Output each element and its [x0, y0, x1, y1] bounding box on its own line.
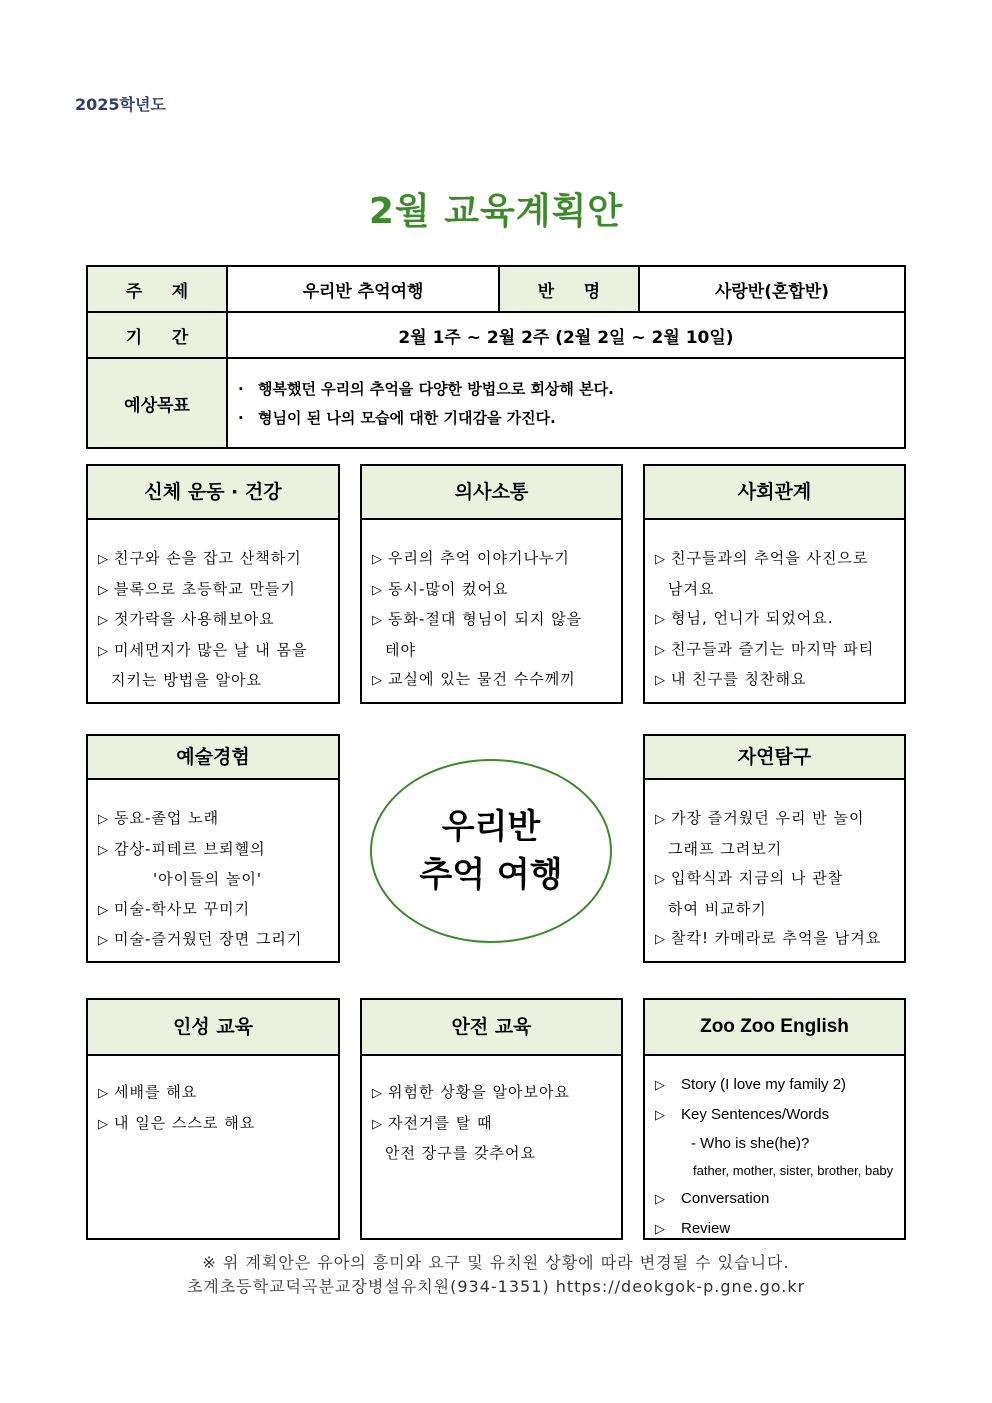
list-item-continued: - Who is she(he)? — [691, 1135, 810, 1152]
period-value: 2월 1주 ~ 2월 2주 (2월 2일 ~ 2월 10일) — [227, 312, 905, 358]
triangle-icon: ▷ — [372, 552, 383, 567]
area-title: 안전 교육 — [362, 1000, 621, 1056]
list-item-continued: 남겨요 — [668, 579, 715, 598]
triangle-icon: ▷ — [98, 902, 109, 918]
area-safety — [360, 998, 623, 1240]
area-title: 의사소통 — [362, 466, 621, 520]
list-item: ▷ 블록으로 초등학교 만들기 — [98, 575, 328, 606]
triangle-icon: ▷ — [98, 582, 109, 598]
area-nature — [643, 734, 906, 963]
info-table — [86, 265, 906, 449]
list-item: ▷ 형님, 언니가 되었어요. — [655, 604, 894, 635]
list-item-continued: 하여 비교하기 — [668, 899, 767, 918]
area-title: 자연탐구 — [645, 736, 904, 780]
list-item: ▷ Review — [655, 1214, 894, 1244]
list-item: ▷ 우리의 추억 이야기나누기 — [372, 544, 611, 575]
list-item-continued: 그래프 그려보기 — [668, 839, 783, 858]
list-item: ▷ 입학식과 지금의 나 관찰 — [655, 864, 894, 895]
triangle-icon: ▷ — [98, 552, 109, 567]
list-item-continued: 테야 — [385, 640, 416, 659]
list-item: ▷ 동시-많이 컸어요 — [372, 575, 611, 606]
goal-item: · 행복했던 우리의 추억을 다양한 방법으로 회상해 본다. — [238, 380, 614, 398]
triangle-icon: ▷ — [372, 673, 383, 688]
triangle-icon: ▷ — [655, 872, 666, 887]
triangle-icon: ▷ — [372, 582, 383, 598]
list-item: ▷ 교실에 있는 물건 수수께끼 — [372, 665, 611, 696]
triangle-icon: ▷ — [98, 842, 109, 858]
area-physical — [86, 464, 340, 704]
list-item: ▷ Story (I love my family 2) — [655, 1070, 894, 1100]
list-item: ▷ 미술-즐거웠던 장면 그리기 — [98, 925, 328, 956]
triangle-icon: ▷ — [372, 613, 383, 628]
list-item: ▷ Conversation — [655, 1184, 894, 1214]
word-list: father, mother, sister, brother, baby — [693, 1163, 894, 1178]
list-item: ▷ 친구와 손을 잡고 산책하기 — [98, 544, 328, 575]
list-item: ▷ 위험한 상황을 알아보아요 — [372, 1078, 611, 1109]
triangle-icon: ▷ — [655, 1191, 665, 1206]
triangle-icon: ▷ — [98, 1116, 109, 1132]
triangle-icon: ▷ — [655, 1077, 665, 1092]
school-year: 2025학년도 — [75, 95, 166, 114]
triangle-icon: ▷ — [98, 1086, 109, 1101]
list-item: ▷ 세배를 해요 — [98, 1078, 328, 1109]
triangle-icon: ▷ — [655, 552, 666, 567]
area-title: 인성 교육 — [88, 1000, 338, 1056]
list-item: ▷ 자전거를 탈 때 — [372, 1109, 611, 1140]
list-item: ▷ 가장 즐거웠던 우리 반 놀이 — [655, 804, 894, 835]
triangle-icon: ▷ — [655, 1220, 665, 1236]
list-item: ▷ 미세먼지가 많은 날 내 몸을 — [98, 636, 328, 667]
list-item-continued: 지키는 방법을 알아요 — [111, 671, 262, 689]
page-title: 2월 교육계획안 — [368, 191, 624, 232]
triangle-icon: ▷ — [98, 613, 109, 628]
triangle-icon: ▷ — [372, 1116, 383, 1132]
list-item-continued: '아이들의 놀이' — [153, 870, 262, 888]
triangle-icon: ▷ — [98, 812, 109, 827]
list-item: ▷ 찰칵! 카메라로 추억을 남겨요 — [655, 924, 894, 955]
list-item: ▷ 동요-졸업 노래 — [98, 804, 328, 835]
area-title: 예술경험 — [88, 736, 338, 780]
period-label: 기 간 — [87, 312, 227, 358]
class-value: 사랑반(혼합반) — [639, 266, 905, 312]
triangle-icon: ▷ — [655, 932, 666, 947]
area-title: 신체 운동 · 건강 — [88, 466, 338, 520]
goal-item: · 형님이 된 나의 모습에 대한 기대감을 가진다. — [238, 409, 556, 427]
area-art — [86, 734, 340, 963]
area-title: Zoo Zoo English — [645, 1000, 904, 1056]
topic-label: 주 제 — [87, 266, 227, 312]
area-character — [86, 998, 340, 1240]
class-label: 반 명 — [499, 266, 639, 312]
triangle-icon: ▷ — [655, 642, 666, 658]
theme-line: 추억 여행 — [419, 855, 563, 895]
theme-line: 우리반 — [441, 807, 541, 847]
triangle-icon: ▷ — [655, 812, 666, 827]
triangle-icon: ▷ — [655, 612, 666, 627]
list-item: ▷ 친구들과 즐기는 마지막 파티 — [655, 635, 894, 666]
footer-org: 초계초등학교덕곡분교장병설유치원(934-1351) https://deokgok-p.gne.go.kr — [186, 1277, 806, 1296]
area-communication — [360, 464, 623, 704]
list-item-continued: 안전 장구를 갖추어요 — [385, 1144, 536, 1162]
list-item: ▷ 젓가락을 사용해보아요 — [98, 605, 328, 636]
area-title: 사회관계 — [645, 466, 904, 520]
triangle-icon: ▷ — [372, 1086, 383, 1101]
triangle-icon: ▷ — [98, 933, 109, 948]
area-english — [643, 998, 906, 1240]
list-item: ▷ 내 일은 스스로 해요 — [98, 1109, 328, 1140]
topic-value: 우리반 추억여행 — [227, 266, 499, 312]
list-item: ▷ 내 친구를 칭찬해요 — [655, 665, 894, 696]
footer-note: ※ 위 계획안은 유아의 흥미와 요구 및 유치원 상황에 따라 변경될 수 있습니다. — [202, 1253, 790, 1272]
list-item: ▷ 동화-절대 형님이 되지 않을 — [372, 605, 611, 636]
list-item: ▷ 감상-피테르 브뢰헬의 — [98, 835, 328, 866]
triangle-icon: ▷ — [98, 643, 109, 659]
list-item: ▷ 친구들과의 추억을 사진으로 — [655, 544, 894, 575]
goal-list — [227, 358, 905, 448]
triangle-icon: ▷ — [655, 1106, 665, 1122]
area-social — [643, 464, 906, 704]
list-item: ▷ Key Sentences/Words — [655, 1100, 894, 1130]
theme-circle — [370, 759, 612, 943]
goal-label: 예상목표 — [87, 358, 227, 448]
triangle-icon: ▷ — [655, 673, 666, 688]
list-item: ▷ 미술-학사모 꾸미기 — [98, 895, 328, 926]
